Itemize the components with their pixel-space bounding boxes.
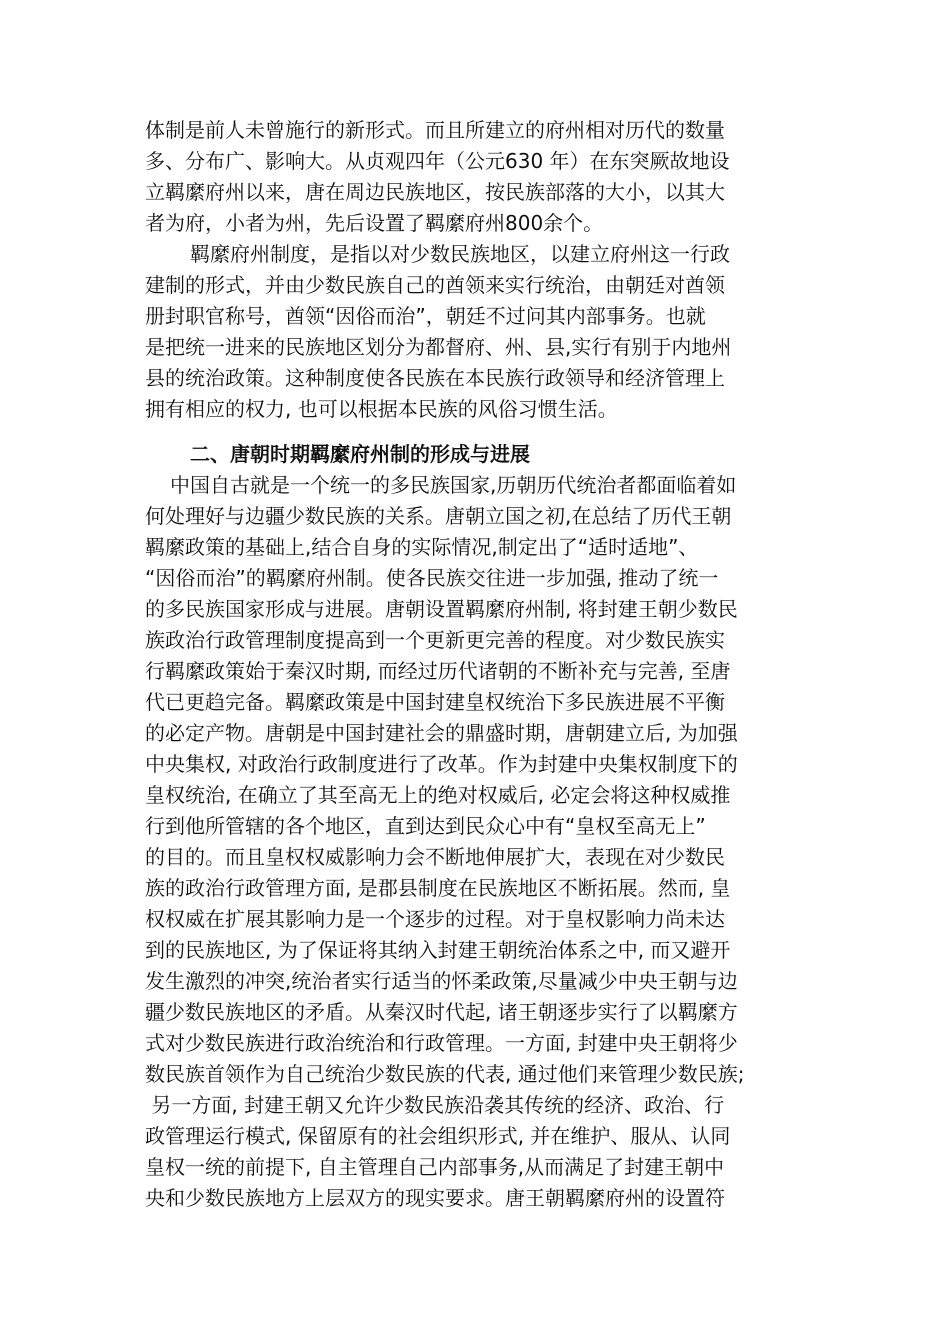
paragraph-2-line-5: 县的统治政策。这种制度使各民族在本民族行政领导和经济管理上	[145, 366, 725, 390]
paragraph-1-line-2: 多、分布广、影响大。从贞观四年（公元630 年）在东突厥故地设	[145, 149, 730, 173]
paragraph-3-line: 皇权一统的前提下, 自主管理自己内部事务,从而满足了封建王朝中	[145, 1155, 725, 1179]
paragraph-1-line-4: 者为府，小者为州，先后设置了羁縻府州800余个。	[145, 211, 604, 235]
paragraph-3-line: 中央集权, 对政治行政制度进行了改革。作为封建中央集权制度下的	[145, 752, 738, 776]
paragraph-1-line-1: 体制是前人未曾施行的新形式。而且所建立的府州相对历代的数量	[145, 118, 725, 142]
section-heading: 二、唐朝时期羁縻府州制的形成与进展	[190, 442, 530, 466]
paragraph-3-line: 的多民族国家形成与进展。唐朝设置羁縻府州制, 将封建王朝少数民	[145, 597, 738, 621]
paragraph-3-line: 政管理运行模式, 保留原有的社会组织形式, 并在维护、服从、认同	[145, 1124, 731, 1148]
paragraph-3-line: 发生激烈的冲突,统治者实行适当的怀柔政策,尽量减少中央王朝与边	[145, 969, 738, 993]
paragraph-2-line-2: 建制的形式，并由少数民族自己的酋领来实行统治，由朝廷对酋领	[145, 273, 725, 297]
paragraph-3-line: 权权威在扩展其影响力是一个逐步的过程。对于皇权影响力尚未达	[145, 907, 725, 931]
paragraph-3-line: 族政治行政管理制度提高到一个更新更完善的程度。对少数民族实	[145, 628, 725, 652]
paragraph-2-line-4: 是把统一进来的民族地区划分为都督府、州、县,实行有别于内地州	[145, 335, 732, 359]
paragraph-3-line: 羁縻政策的基础上,结合自身的实际情况,制定出了“适时适地”、	[145, 535, 699, 559]
paragraph-3-line: 中国自古就是一个统一的多民族国家,历朝历代统治者都面临着如	[170, 473, 737, 497]
paragraph-3-line: 何处理好与边疆少数民族的关系。唐朝立国之初,在总结了历代王朝	[145, 504, 732, 528]
paragraph-3-line: 另一方面, 封建王朝又允许少数民族沿袭其传统的经济、政治、行	[145, 1093, 725, 1117]
paragraph-3-line: 的必定产物。唐朝是中国封建社会的鼎盛时期，唐朝建立后, 为加强	[145, 721, 738, 745]
paragraph-3-line: 式对少数民族进行政治统治和行政管理。一方面, 封建中央王朝将少	[145, 1031, 738, 1055]
paragraph-3-line: “因俗而治”的羁縻府州制。使各民族交往进一步加强, 推动了统一	[145, 566, 719, 590]
paragraph-3-line: 的目的。而且皇权权威影响力会不断地伸展扩大，表现在对少数民	[145, 845, 725, 869]
paragraph-3-line: 族的政治行政管理方面, 是郡县制度在民族地区不断拓展。然而, 皇	[145, 876, 731, 900]
paragraph-2-line-6: 拥有相应的权力, 也可以根据本民族的风俗习惯生活。	[145, 397, 618, 421]
paragraph-3-line: 皇权统治, 在确立了其至高无上的绝对权威后, 必定会将这种权威推	[145, 783, 731, 807]
paragraph-3-line: 到的民族地区, 为了保证将其纳入封建王朝统治体系之中, 而又避开	[145, 938, 731, 962]
paragraph-2-line-3: 册封职官称号，酋领“因俗而治”，朝廷不过问其内部事务。也就	[145, 304, 706, 328]
paragraph-3-line: 疆少数民族地区的矛盾。从秦汉时代起, 诸王朝逐步实行了以羁縻方	[145, 1000, 738, 1024]
paragraph-2-line-1: 羁縻府州制度，是指以对少数民族地区，以建立府州这一行政	[190, 242, 730, 266]
paragraph-3-line: 央和少数民族地方上层双方的现实要求。唐王朝羁縻府州的设置符	[145, 1186, 725, 1210]
paragraph-3-line: 行到他所管辖的各个地区，直到达到民众心中有“皇权至高无上”	[145, 814, 706, 838]
paragraph-3-line: 数民族首领作为自己统治少数民族的代表, 通过他们来管理少数民族;	[145, 1062, 745, 1086]
paragraph-3-line: 行羁縻政策始于秦汉时期, 而经过历代诸朝的不断补充与完善, 至唐	[145, 659, 731, 683]
paragraph-3-line: 代已更趋完备。羁縻政策是中国封建皇权统治下多民族进展不平衡	[145, 690, 725, 714]
paragraph-1-line-3: 立羁縻府州以来，唐在周边民族地区，按民族部落的大小，以其大	[145, 180, 725, 204]
